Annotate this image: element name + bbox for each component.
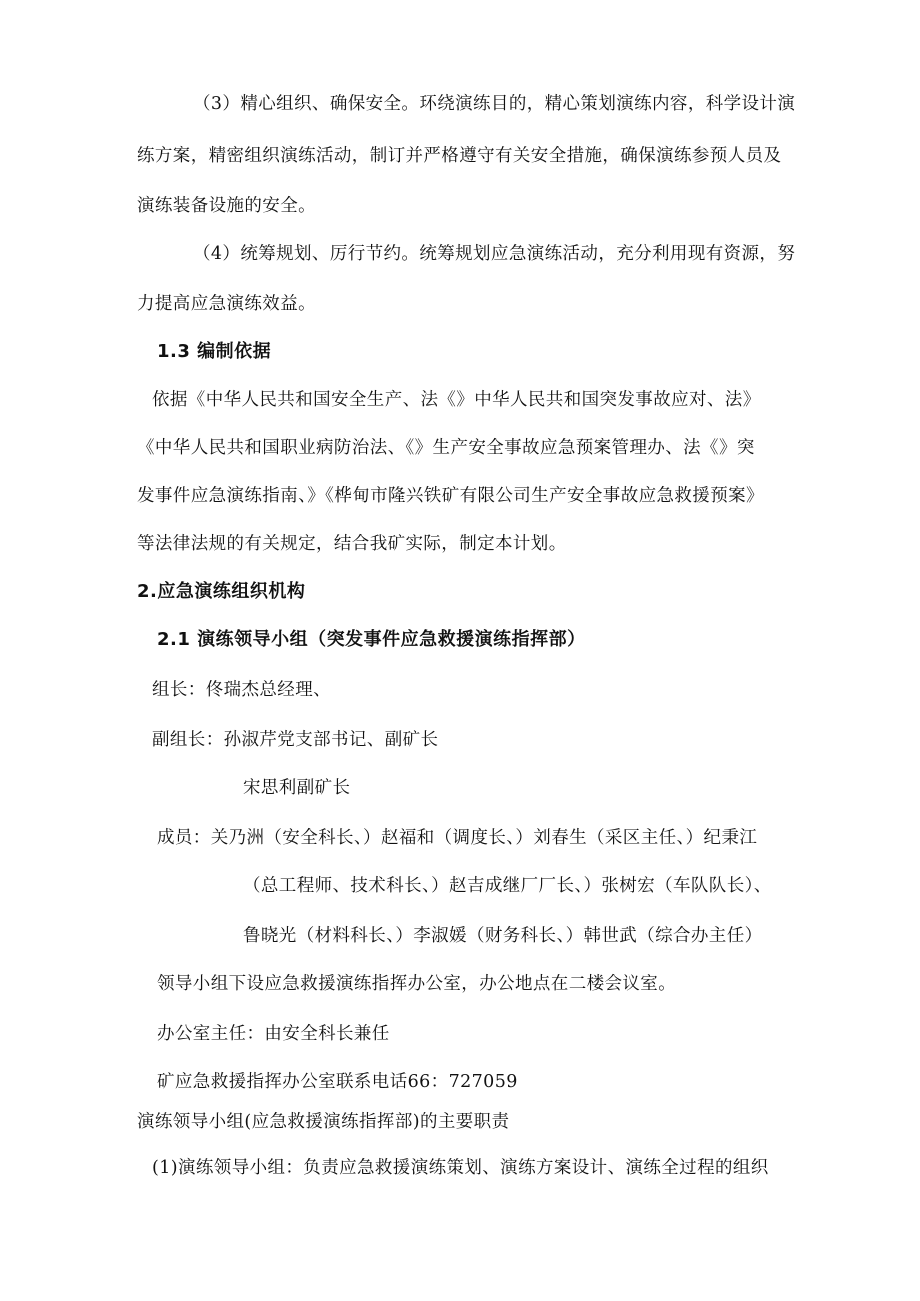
office-phone: 矿应急救援指挥办公室联系电话66：727059 <box>157 1072 518 1092</box>
paragraph-principle-4-line-2: 力提高应急演练效益。 <box>137 294 316 314</box>
paragraph-principle-3-line-3: 演练装备设施的安全。 <box>137 196 316 216</box>
office-director: 办公室主任：由安全科长兼任 <box>157 1024 390 1044</box>
deputy-leader-line-2: 宋思利副矿长 <box>243 778 351 798</box>
members-line-1: 成员：关乃洲（安全科长、）赵福和（调度长、）刘春生（采区主任、）纪秉江 <box>157 828 758 848</box>
duties-heading: 演练领导小组(应急救援演练指挥部)的主要职责 <box>137 1112 510 1132</box>
paragraph-principle-3-line-2: 练方案，精密组织演练活动，制订并严格遵守有关安全措施，确保演练参预人员及 <box>137 146 782 166</box>
paragraph-principle-3-line-1: （3）精心组织、确保安全。环绕演练目的，精心策划演练内容，科学设计演 <box>193 94 796 114</box>
deputy-leader-line-1: 副组长：孙淑芹党支部书记、副矿长 <box>152 730 439 750</box>
paragraph-basis-line-2: 《中华人民共和国职业病防治法、《》生产安全事故应急预案管理办、法《》突 <box>137 438 755 458</box>
members-line-3: 鲁晓光（材料科长、）李淑媛（财务科长、）韩世武（综合办主任） <box>243 926 763 946</box>
section-heading-2-1: 2.1 演练领导小组（突发事件应急救援演练指挥部） <box>157 629 586 650</box>
section-heading-1-3: 1.3 编制依据 <box>157 341 272 362</box>
section-heading-2: 2.应急演练组织机构 <box>137 581 306 602</box>
paragraph-basis-line-3: 发事件应急演练指南、》《桦甸市隆兴铁矿有限公司生产安全事故应急救援预案》 <box>137 486 764 506</box>
office-location: 领导小组下设应急救援演练指挥办公室，办公地点在二楼会议室。 <box>157 974 677 994</box>
group-leader: 组长：佟瑞杰总经理、 <box>152 680 331 700</box>
members-line-2: （总工程师、技术科长、）赵吉成继厂厂长、）张树宏（车队队长）、 <box>243 876 772 896</box>
duties-item-1: (1)演练领导小组：负责应急救援演练策划、演练方案设计、演练全过程的组织 <box>152 1158 769 1178</box>
paragraph-principle-4-line-1: （4）统筹规划、厉行节约。统筹规划应急演练活动，充分利用现有资源，努 <box>193 244 796 264</box>
paragraph-basis-line-4: 等法律法规的有关规定，结合我矿实际，制定本计划。 <box>137 534 567 554</box>
paragraph-basis-line-1: 依据《中华人民共和国安全生产、法《》中华人民共和国突发事故应对、法》 <box>152 390 761 410</box>
